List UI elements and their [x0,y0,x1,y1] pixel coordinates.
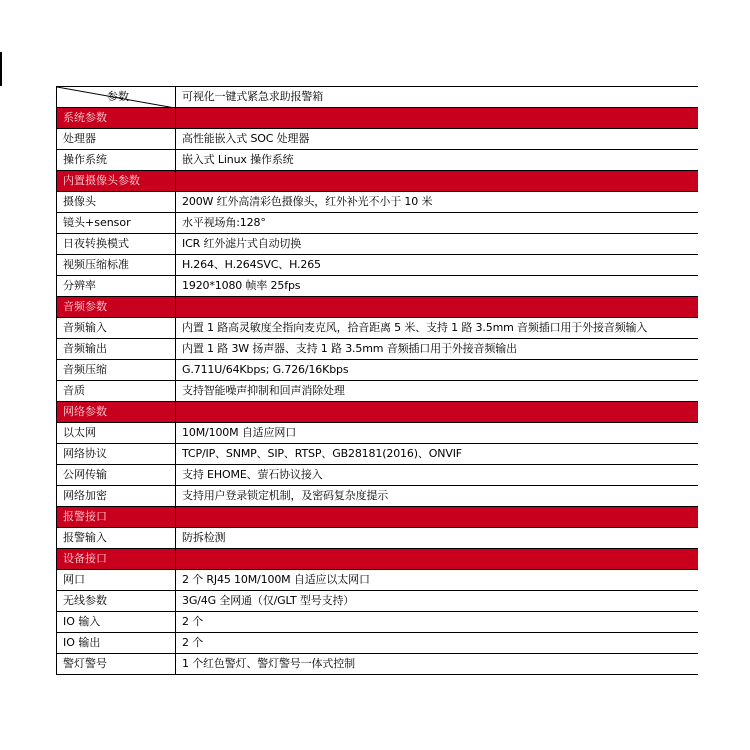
param-value-cell: H.264、H.264SVC、H.265 [176,255,699,276]
param-value-cell: 支持智能噪声抑制和回声消除处理 [176,381,699,402]
section-title-spacer [176,171,699,192]
param-name-cell: 以太网 [57,423,176,444]
param-value-cell: 支持 EHOME、萤石协议接入 [176,465,699,486]
param-name-cell: 日夜转换模式 [57,234,176,255]
param-name-cell: 摄像头 [57,192,176,213]
header-param-cell [57,87,176,108]
param-name-cell: 公网传输 [57,465,176,486]
param-name-cell: 网络协议 [57,444,176,465]
table-row [57,444,699,465]
param-name-cell: 视频压缩标准 [57,255,176,276]
table-row [57,486,699,507]
section-title: 内置摄像头参数 [57,171,176,192]
section-title: 设备接口 [57,549,176,570]
param-name-cell: 处理器 [57,129,176,150]
param-name-cell: 报警输入 [57,528,176,549]
section-title-spacer [176,297,699,318]
param-value-cell: G.711U/64Kbps; G.726/16Kbps [176,360,699,381]
table-row [57,318,699,339]
param-value-cell: 3G/4G 全网通（仅/GLT 型号支持） [176,591,699,612]
table-row [57,213,699,234]
table-row [57,381,699,402]
table-row [57,276,699,297]
table-row [57,528,699,549]
section-header-row [57,171,699,192]
section-header-row [57,507,699,528]
header-param-label: 参数 [107,90,129,103]
section-title-spacer [176,549,699,570]
param-value-cell: TCP/IP、SNMP、SIP、RTSP、GB28181(2016)、ONVIF [176,444,699,465]
param-name-cell: 镜头+sensor [57,213,176,234]
param-value-cell: 2 个 RJ45 10M/100M 自适应以太网口 [176,570,699,591]
table-row [57,192,699,213]
section-title-spacer [176,507,699,528]
param-name-cell: 音频输入 [57,318,176,339]
table-row [57,570,699,591]
table-row [57,255,699,276]
section-title-spacer [176,108,699,129]
param-name-cell: 音频输出 [57,339,176,360]
page-edge-mark [0,52,2,86]
param-name-cell: 分辨率 [57,276,176,297]
param-value-cell: 200W 红外高清彩色摄像头，红外补光不小于 10 米 [176,192,699,213]
table-row [57,423,699,444]
param-name-cell: IO 输入 [57,612,176,633]
param-value-cell: 防拆检测 [176,528,699,549]
table-row [57,612,699,633]
param-value-cell: 水平视场角:128° [176,213,699,234]
param-value-cell: ICR 红外滤片式自动切换 [176,234,699,255]
param-value-cell: 内置 1 路高灵敏度全指向麦克风，拾音距离 5 米、支持 1 路 3.5mm 音频插口用于外接音频输入 [176,318,699,339]
param-name-cell: 网络加密 [57,486,176,507]
section-title: 网络参数 [57,402,176,423]
table-row [57,633,699,654]
param-name-cell: IO 输出 [57,633,176,654]
param-value-cell: 2 个 [176,633,699,654]
param-name-cell: 无线参数 [57,591,176,612]
table-row [57,150,699,171]
table-row [57,465,699,486]
param-value-cell: 内置 1 路 3W 扬声器、支持 1 路 3.5mm 音频插口用于外接音频输出 [176,339,699,360]
spec-table [56,86,698,675]
param-name-cell: 网口 [57,570,176,591]
param-value-cell: 1 个红色警灯、警灯警号一体式控制 [176,654,699,675]
param-value-cell: 高性能嵌入式 SOC 处理器 [176,129,699,150]
param-value-cell: 10M/100M 自适应网口 [176,423,699,444]
table-row [57,591,699,612]
section-title: 音频参数 [57,297,176,318]
section-header-row [57,402,699,423]
section-header-row [57,297,699,318]
param-value-cell: 2 个 [176,612,699,633]
param-value-cell: 1920*1080 帧率 25fps [176,276,699,297]
section-header-row [57,108,699,129]
param-name-cell: 音频压缩 [57,360,176,381]
table-header-row [57,87,699,108]
section-title-spacer [176,402,699,423]
table-row [57,339,699,360]
section-title: 系统参数 [57,108,176,129]
section-title: 报警接口 [57,507,176,528]
header-product-name: 可视化一键式紧急求助报警箱 [176,87,699,108]
table-row [57,129,699,150]
param-name-cell: 音质 [57,381,176,402]
param-value-cell: 嵌入式 Linux 操作系统 [176,150,699,171]
param-name-cell: 操作系统 [57,150,176,171]
table-row [57,234,699,255]
param-value-cell: 支持用户登录锁定机制，及密码复杂度提示 [176,486,699,507]
table-row [57,654,699,675]
table-row [57,360,699,381]
param-name-cell: 警灯警号 [57,654,176,675]
section-header-row [57,549,699,570]
spec-table-container [56,86,698,678]
